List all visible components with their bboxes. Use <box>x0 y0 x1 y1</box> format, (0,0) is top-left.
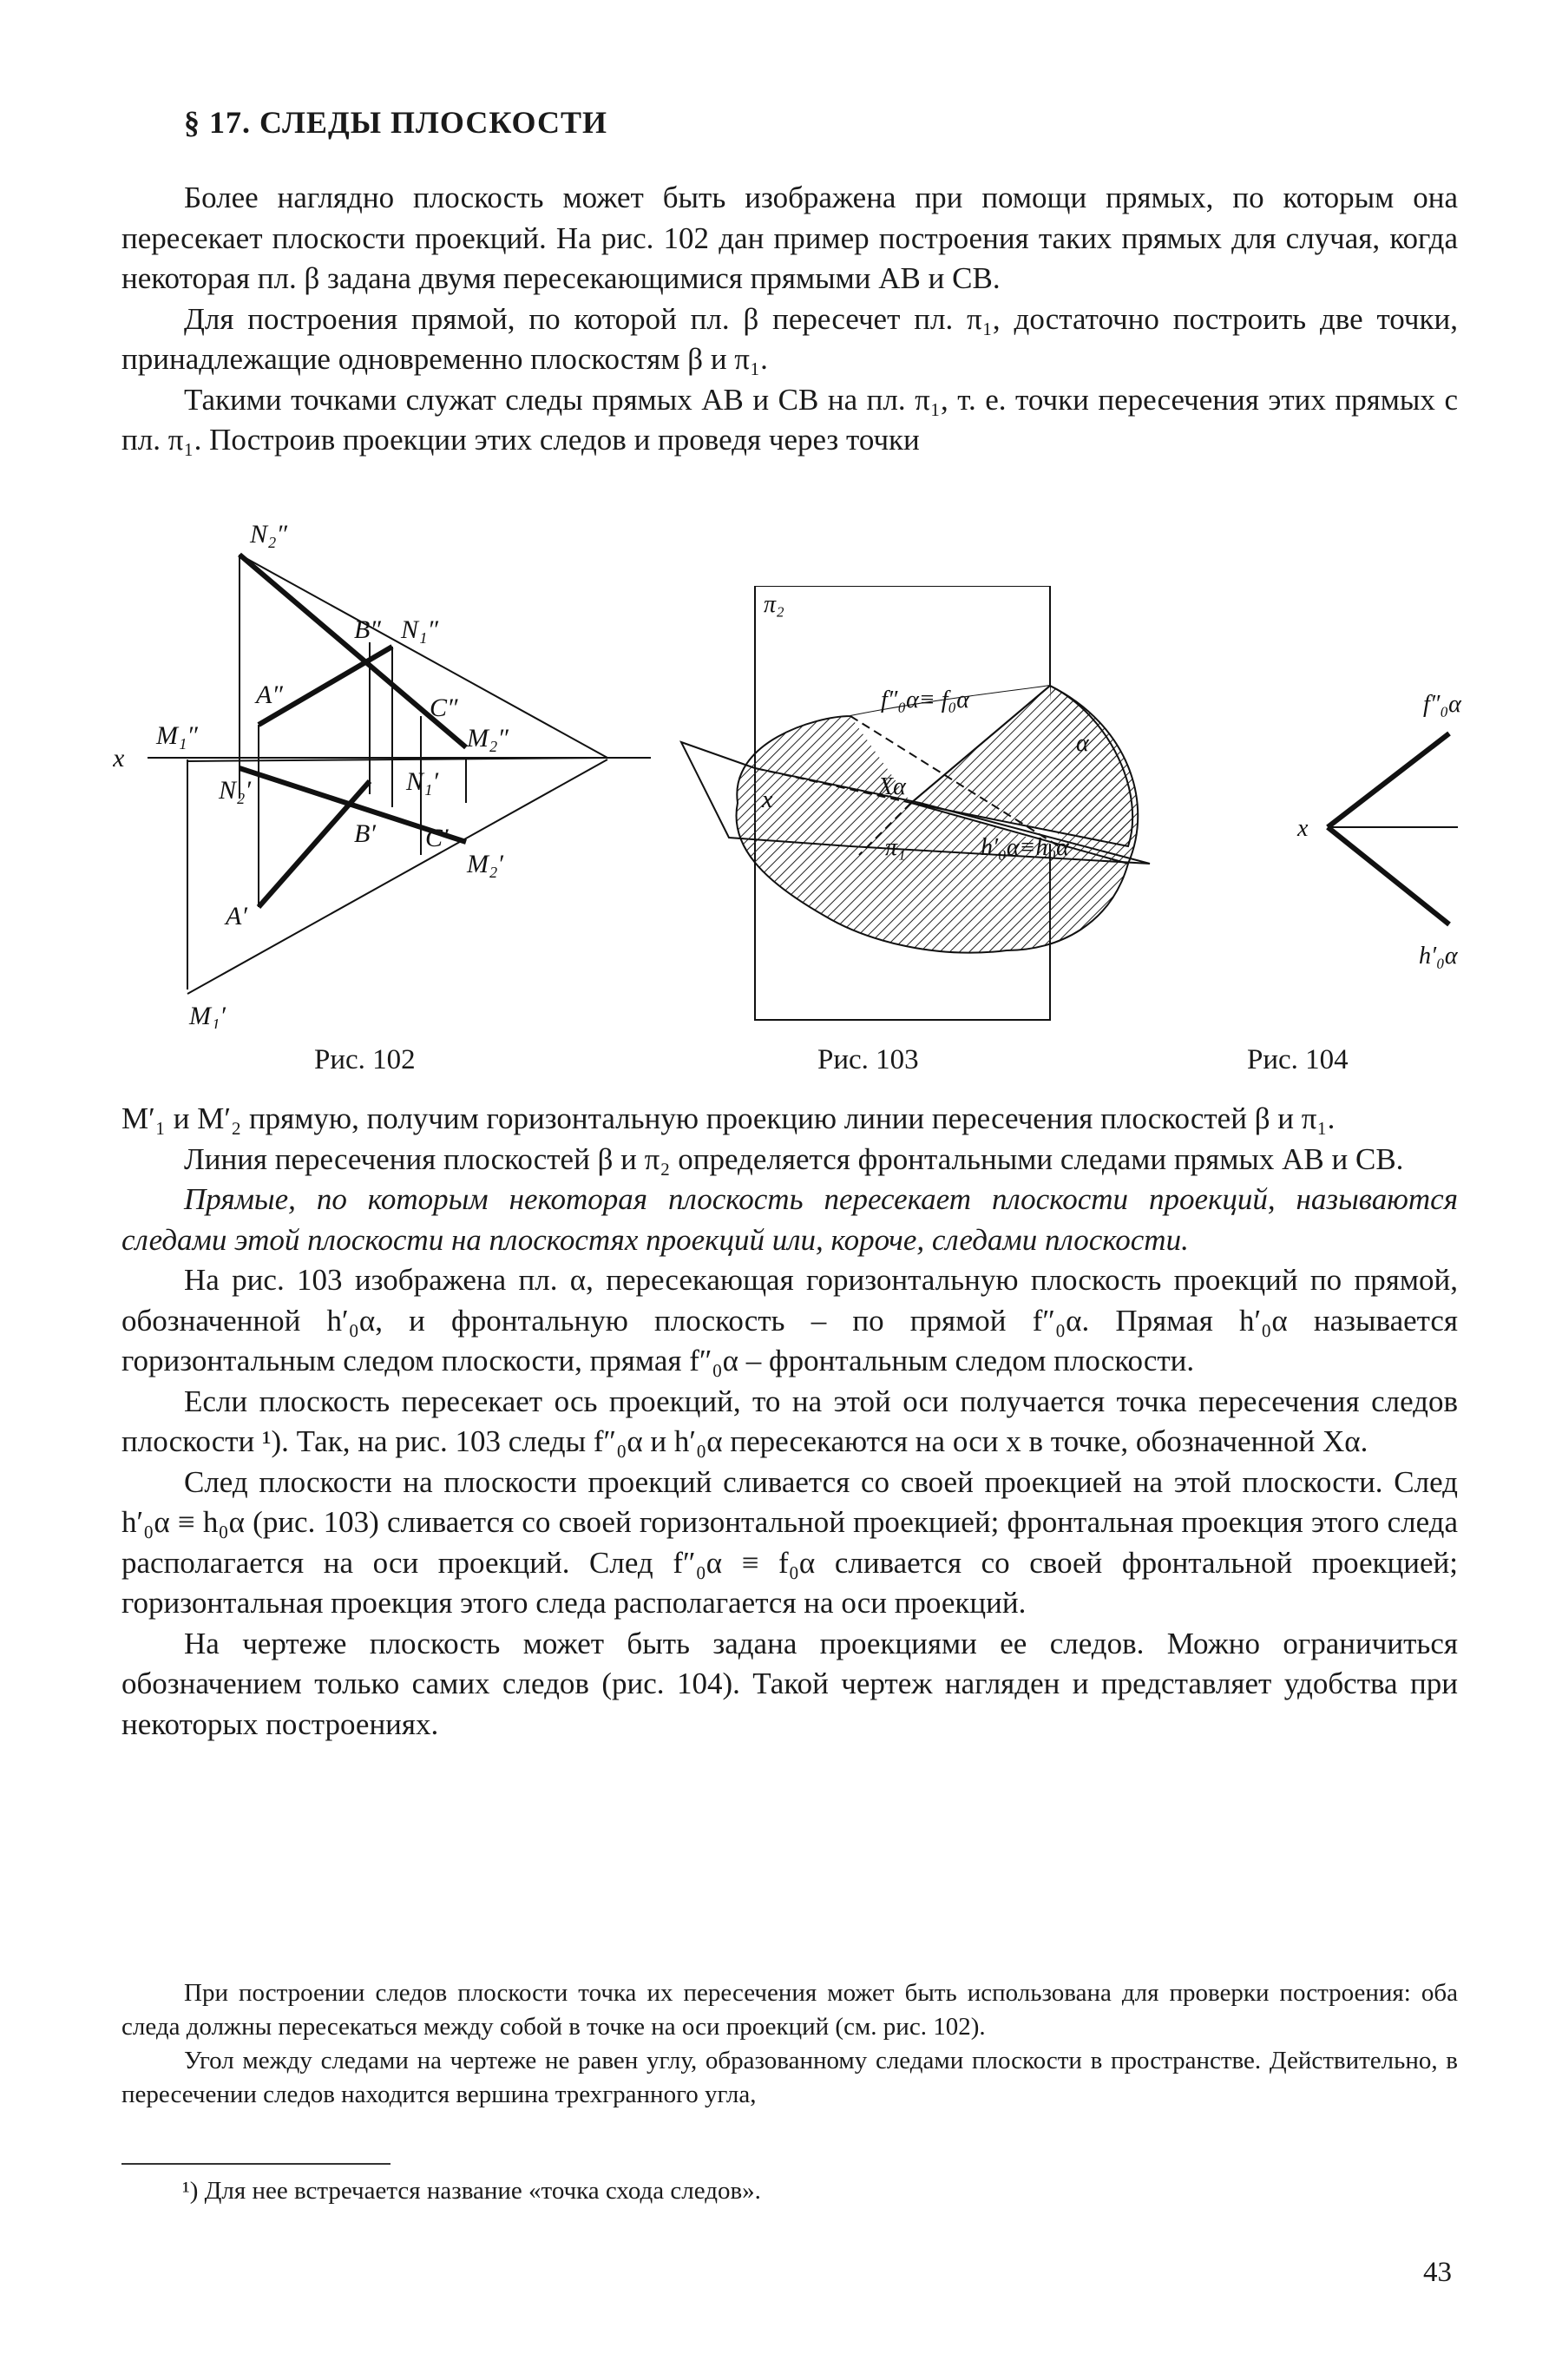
label-cpp: C″ <box>430 694 458 722</box>
paragraph-8: След плоскости на плоскости проекций сливается со своей проекцией на этой плоскости. След h′₀α ≡ h₀α (рис. 103) сливается со своей горизонтальной проекцией; фронтальная проекция этого следа располагается на оси проекций. След f″₀α ≡ f₀α сливается со своей фронтальной проекцией; горизонтальная проекция этого следа располагается на оси проекций. <box>121 1464 1458 1620</box>
label-bp: B′ <box>354 819 376 848</box>
label-m1pp: M₁″ <box>156 721 198 750</box>
label-pi1: π₁ <box>885 834 906 861</box>
label-m1p: M₁′ <box>189 1002 226 1029</box>
label-bpp: B″ <box>354 615 381 644</box>
line-ap-bp <box>259 781 370 907</box>
trace-h0a <box>1328 827 1449 924</box>
label-m2p: M₂′ <box>467 850 503 878</box>
paragraph-3: Такими точками служат следы прямых AB и CB на пл. π₁, т. е. точки пересечения этих прямых с пл. π₁. Построив проекции этих следов и проведя через точки <box>121 382 1458 457</box>
caption-fig102: Рис. 102 <box>314 1044 416 1075</box>
text-block-top <box>121 178 1458 461</box>
paragraph-7: Если плоскость пересекает ось проекций, то на этой оси получается точка пересечения следов плоскости ¹). Так, на рис. 103 следы f″₀α и h′₀α пересекаются на оси x в точке, обозначенной Xα. <box>121 1384 1458 1458</box>
definition-paragraph: Прямые, по которым некоторая плоскость пересекает плоскости проекций, называются следами этой плоскости на плоскостях проекций или, короче, следами плоскости. <box>121 1182 1458 1257</box>
caption-fig103: Рис. 103 <box>817 1044 919 1075</box>
trace-f0a <box>1328 733 1449 827</box>
label-ap: A′ <box>226 902 247 930</box>
label-cp: C′ <box>425 824 449 852</box>
section-title: § 17. СЛЕДЫ ПЛОСКОСТИ <box>184 105 607 140</box>
label-n1pp: N₁″ <box>401 615 438 644</box>
label-x: x <box>762 786 773 813</box>
label-f0a: f″₀α <box>1423 691 1461 718</box>
small-paragraph-1: При построении следов плоскости точка их пересечения может быть использована для проверки построения: оба следа должны пересекаться между собой в точке на оси проекций (см. рис. 102). <box>121 1979 1458 2041</box>
footnote: ¹) Для нее встречается название «точка схода следов». <box>182 2177 761 2205</box>
label-app: A″ <box>256 680 283 709</box>
label-m2pp: M₂″ <box>467 724 509 753</box>
label-x: x <box>113 744 125 773</box>
caption-fig104: Рис. 104 <box>1247 1044 1349 1075</box>
page-number: 43 <box>1423 2257 1452 2288</box>
label-f0a: f″₀α≡ f₀α <box>881 687 969 713</box>
label-n1p: N₁′ <box>406 767 439 796</box>
label-n2p: N₂′ <box>219 776 252 805</box>
paragraph-5: Линия пересечения плоскостей β и π₂ определяется фронтальными следами прямых AB и CB. <box>184 1141 1404 1176</box>
line-n2-apex <box>240 555 607 758</box>
label-h0a: h′₀α <box>1419 943 1458 970</box>
footnote-rule <box>121 2163 390 2165</box>
text-block-mid <box>121 1099 1458 1745</box>
label-pi2: π₂ <box>764 591 784 618</box>
label-xa: Xα <box>878 773 906 800</box>
label-alpha: α <box>1076 730 1089 757</box>
label-h0a: h′₀α≡h₀α <box>981 834 1069 861</box>
paragraph-4: M′₁ и M′₂ прямую, получим горизонтальную проекцию линии пересечения плоскостей β и π₁. <box>121 1101 1336 1135</box>
paragraph-1: Более наглядно плоскость может быть изображена при помощи прямых, по которым она пересекает плоскости проекций. На рис. 102 дан пример построения таких прямых для случая, когда некоторая пл. β задана двумя пересекающимися прямыми AB и CB. <box>121 181 1458 295</box>
paragraph-9: На чертеже плоскость может быть задана проекциями ее следов. Можно ограничиться обозначением только самих следов (рис. 104). Такой чертеж нагляден и представляет удобства при некоторых построениях. <box>121 1626 1458 1741</box>
paragraph-2: Для построения прямой, по которой пл. β пересечет пл. π₁, достаточно построить две точки, принадлежащие одновременно плоскостям β и π₁. <box>121 301 1458 376</box>
figure-103 <box>677 586 1163 1037</box>
paragraph-6: На рис. 103 изображена пл. α, пересекающая горизонтальную плоскость проекций по прямой, обозначенной h′₀α, и фронтальную плоскость – по прямой f″₀α. Прямая h′₀α называется горизонтальным следом плоскости, прямая f″₀α – фронтальным следом плоскости. <box>121 1263 1458 1377</box>
figure-104 <box>1137 638 1467 1037</box>
figures-row <box>113 508 1467 1081</box>
text-block-small <box>121 1976 1458 2112</box>
label-x: x <box>1297 815 1309 842</box>
figure-102 <box>113 508 668 1029</box>
label-n2pp: N₂″ <box>250 520 287 549</box>
small-paragraph-2: Угол между следами на чертеже не равен углу, образованному следами плоскости в пространстве. Действительно, в пересечении следов находится вершина трехгранного угла, <box>121 2047 1458 2108</box>
